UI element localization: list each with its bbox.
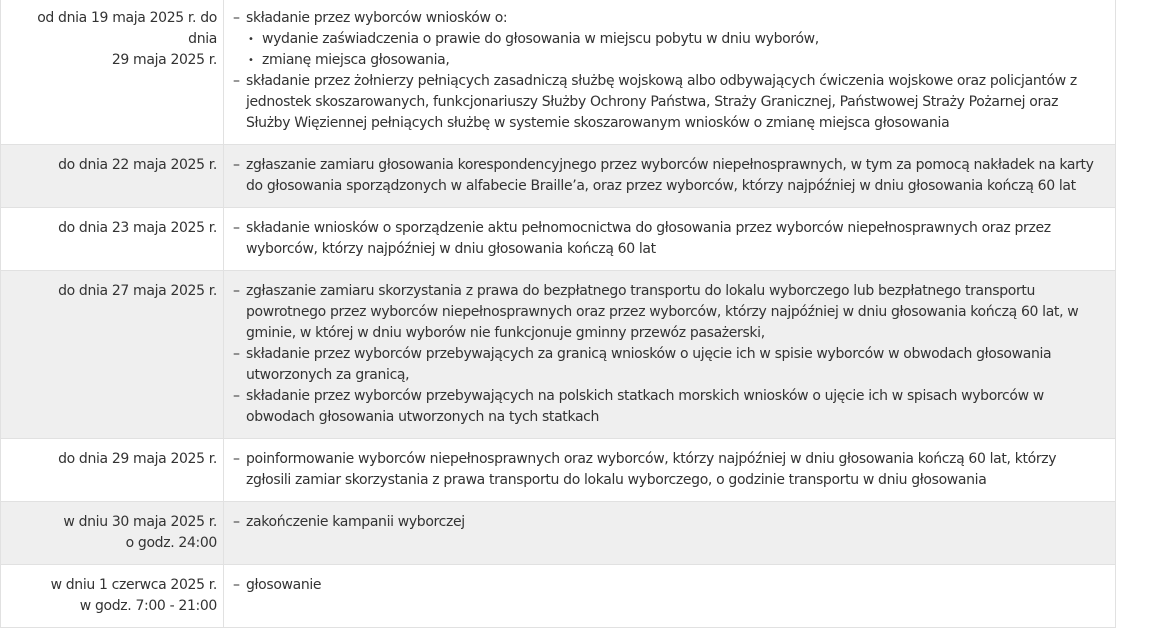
item-text: poinformowanie wyborców niepełnosprawnych oraz wyborców, którzy najpóźniej w dniu głosowania kończą 60 lat, którzy zgłosili zamiar skorzystania z prawa transportu do lokalu wyborczego, o godzinie transportu w dniu głosowania [246,451,1057,488]
date-cell [1,439,224,502]
dash-bullet-icon: – [233,10,240,26]
list-item [233,155,1103,197]
item-text: głosowanie [246,577,322,593]
table-row [1,271,1116,439]
list-item [233,8,1103,29]
dash-bullet-icon: – [233,388,240,404]
item-text: zakończenie kampanii wyborczej [246,514,465,530]
list-item [233,512,1103,533]
dash-bullet-icon: – [233,157,240,173]
description-cell [224,145,1116,208]
date-text: do dnia 23 maja 2025 r. [58,220,217,236]
table-row [1,145,1116,208]
date-cell [1,502,224,565]
date-text: w godz. 7:00 - 21:00 [79,598,217,614]
date-text: w dniu 1 czerwca 2025 r. [50,577,217,593]
description-cell [224,502,1116,565]
dash-bullet-icon: – [233,73,240,89]
date-cell [1,208,224,271]
table-row [1,439,1116,502]
dash-bullet-icon: – [233,283,240,299]
description-cell [224,439,1116,502]
item-text: zgłaszanie zamiaru głosowania korespondencyjnego przez wyborców niepełnosprawnych, w tym za pomocą nakładek na karty do głosowania sporządzonych w alfabecie Braille’a, oraz przez wyborców, którzy najpóźniej w dniu głosowania kończą 60 lat [246,157,1094,194]
date-text: do dnia 29 maja 2025 r. [58,451,217,467]
date-text: od dnia 19 maja 2025 r. do dnia [37,10,217,47]
date-cell [1,271,224,439]
bullet-icon: • [248,55,254,66]
sub-item-text: wydanie zaświadczenia o prawie do głosowania w miejscu pobytu w dniu wyborów, [262,31,819,47]
sub-item-text: zmianę miejsca głosowania, [262,52,450,68]
date-cell [1,0,224,145]
sub-list-item [233,29,1103,50]
date-text: do dnia 22 maja 2025 r. [58,157,217,173]
item-text: składanie przez wyborców przebywających za granicą wniosków o ujęcie ich w spisie wyborców w obwodach głosowania utworzonych za granicą, [246,346,1052,383]
list-item [233,386,1103,428]
list-item [233,575,1103,596]
description-cell [224,208,1116,271]
date-text: w dniu 30 maja 2025 r. [63,514,217,530]
table-row [1,502,1116,565]
description-cell [224,565,1116,628]
date-text: o godz. 24:00 [125,535,217,551]
list-item [233,71,1103,134]
table-row [1,208,1116,271]
list-item [233,218,1103,260]
sub-list-item [233,50,1103,71]
date-text: do dnia 27 maja 2025 r. [58,283,217,299]
item-text: składanie przez żołnierzy pełniących zasadniczą służbę wojskową albo odbywających ćwiczenia wojskowe oraz policjantów z jednostek skoszarowanych, funkcjonariuszy Służby Ochrony Państwa, Straży Granicznej, Państwowej Straży Pożarnej oraz Służby Więziennej pełniących służbę w systemie skoszarowanym wniosków o zmianę miejsca głosowania [246,73,1077,131]
date-cell [1,565,224,628]
dash-bullet-icon: – [233,451,240,467]
date-text: 29 maja 2025 r. [111,52,217,68]
list-item [233,344,1103,386]
description-cell [224,0,1116,145]
date-cell [1,145,224,208]
list-item [233,449,1103,491]
dash-bullet-icon: – [233,514,240,530]
item-text: zgłaszanie zamiaru skorzystania z prawa do bezpłatnego transportu do lokalu wyborczego lub bezpłatnego transportu powrotnego przez wyborców niepełnosprawnych oraz przez wyborców, którzy najpóźniej w dniu głosowania kończą 60 lat, w gminie, w której w dniu wyborów nie funkcjonuje gminny przewóz pasażerski, [246,283,1079,341]
description-cell [224,271,1116,439]
dash-bullet-icon: – [233,220,240,236]
item-text: składanie przez wyborców wniosków o: [246,10,508,26]
table-row [1,565,1116,628]
list-item [233,281,1103,344]
calendar-body [1,0,1116,628]
item-text: składanie wniosków o sporządzenie aktu pełnomocnictwa do głosowania przez wyborców niepełnosprawnych oraz przez wyborców, którzy najpóźniej w dniu głosowania kończą 60 lat [246,220,1051,257]
dash-bullet-icon: – [233,346,240,362]
dash-bullet-icon: – [233,577,240,593]
bullet-icon: • [248,34,254,45]
item-text: składanie przez wyborców przebywających na polskich statkach morskich wniosków o ujęcie ich w spisach wyborców w obwodach głosowania utworzonych na tych statkach [246,388,1044,425]
table-row [1,0,1116,145]
